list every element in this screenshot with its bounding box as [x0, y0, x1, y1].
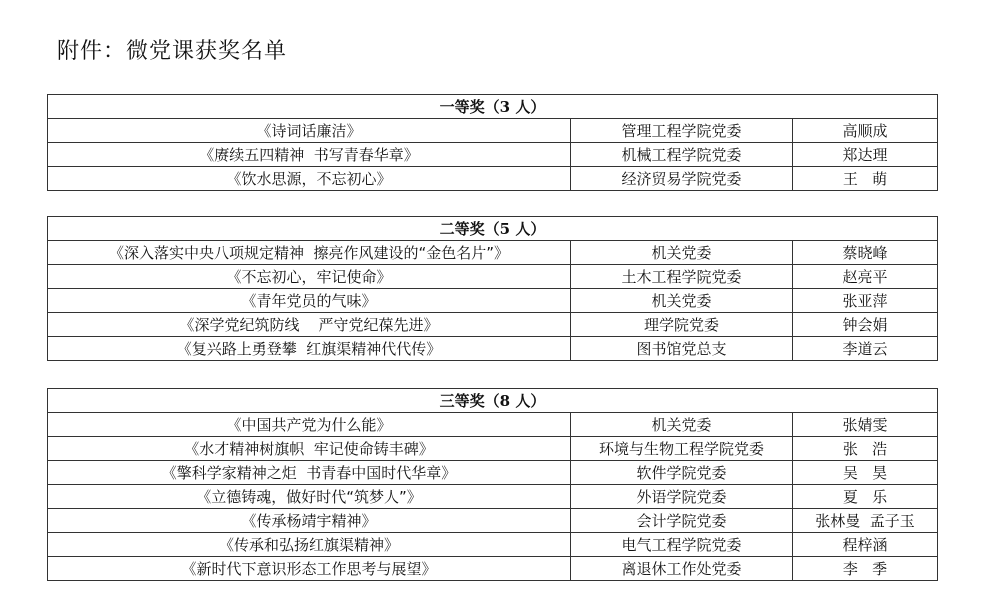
section-header-row [48, 389, 938, 413]
course-title-cell: 《水才精神树旗帜 牢记使命铸丰碑》 [48, 437, 571, 461]
name-cell: 赵亮平 [793, 265, 938, 289]
course-title-cell: 《中国共产党为什么能》 [48, 413, 571, 437]
table-row [48, 533, 938, 557]
unit-cell: 机械工程学院党委 [571, 143, 793, 167]
name-cell: 张 浩 [793, 437, 938, 461]
table-row [48, 241, 938, 265]
name-cell: 李道云 [793, 337, 938, 361]
course-title-cell: 《赓续五四精神 书写青春华章》 [48, 143, 571, 167]
table-row [48, 437, 938, 461]
table-row [48, 485, 938, 509]
name-cell: 蔡晓峰 [793, 241, 938, 265]
course-title-cell: 《立德铸魂，做好时代“筑梦人”》 [48, 485, 571, 509]
unit-cell: 环境与生物工程学院党委 [571, 437, 793, 461]
course-title-cell: 《擎科学家精神之炬 书青春中国时代华章》 [48, 461, 571, 485]
section-header-row [48, 95, 938, 119]
first-prize-table [47, 94, 938, 191]
unit-cell: 会计学院党委 [571, 509, 793, 533]
table-row [48, 461, 938, 485]
name-cell: 王 萌 [793, 167, 938, 191]
name-cell: 高顺成 [793, 119, 938, 143]
course-title-cell: 《不忘初心，牢记使命》 [48, 265, 571, 289]
course-title-cell: 《新时代下意识形态工作思考与展望》 [48, 557, 571, 581]
unit-cell: 机关党委 [571, 289, 793, 313]
course-title-cell: 《复兴路上勇登攀 红旗渠精神代代传》 [48, 337, 571, 361]
section-heading: 三等奖（8 人） [48, 389, 938, 413]
name-cell: 张林曼 孟子玉 [793, 509, 938, 533]
course-title-cell: 《诗词话廉洁》 [48, 119, 571, 143]
course-title-cell: 《传承和弘扬红旗渠精神》 [48, 533, 571, 557]
table-row [48, 509, 938, 533]
section-header-row [48, 217, 938, 241]
name-cell: 李 季 [793, 557, 938, 581]
table-row [48, 119, 938, 143]
table-row [48, 557, 938, 581]
course-title-cell: 《深入落实中央八项规定精神 擦亮作风建设的“金色名片”》 [48, 241, 571, 265]
name-cell: 张婧雯 [793, 413, 938, 437]
table-row [48, 413, 938, 437]
course-title-cell: 《饮水思源，不忘初心》 [48, 167, 571, 191]
table-row [48, 313, 938, 337]
table-row [48, 143, 938, 167]
course-title-cell: 《传承杨靖宇精神》 [48, 509, 571, 533]
table-row [48, 337, 938, 361]
unit-cell: 土木工程学院党委 [571, 265, 793, 289]
table-row [48, 167, 938, 191]
name-cell: 钟会娟 [793, 313, 938, 337]
section-heading: 二等奖（5 人） [48, 217, 938, 241]
unit-cell: 软件学院党委 [571, 461, 793, 485]
unit-cell: 图书馆党总支 [571, 337, 793, 361]
course-title-cell: 《深学党纪筑防线 严守党纪葆先进》 [48, 313, 571, 337]
course-title-cell: 《青年党员的气味》 [48, 289, 571, 313]
name-cell: 夏 乐 [793, 485, 938, 509]
unit-cell: 管理工程学院党委 [571, 119, 793, 143]
document-title: 附件：微党课获奖名单 [57, 39, 288, 64]
name-cell: 张亚萍 [793, 289, 938, 313]
name-cell: 吴 昊 [793, 461, 938, 485]
third-prize-table [47, 388, 938, 581]
name-cell: 郑达理 [793, 143, 938, 167]
unit-cell: 机关党委 [571, 241, 793, 265]
section-heading: 一等奖（3 人） [48, 95, 938, 119]
unit-cell: 电气工程学院党委 [571, 533, 793, 557]
name-cell: 程梓涵 [793, 533, 938, 557]
table-row [48, 265, 938, 289]
unit-cell: 离退休工作处党委 [571, 557, 793, 581]
unit-cell: 经济贸易学院党委 [571, 167, 793, 191]
second-prize-table [47, 216, 938, 361]
unit-cell: 机关党委 [571, 413, 793, 437]
unit-cell: 外语学院党委 [571, 485, 793, 509]
unit-cell: 理学院党委 [571, 313, 793, 337]
table-row [48, 289, 938, 313]
